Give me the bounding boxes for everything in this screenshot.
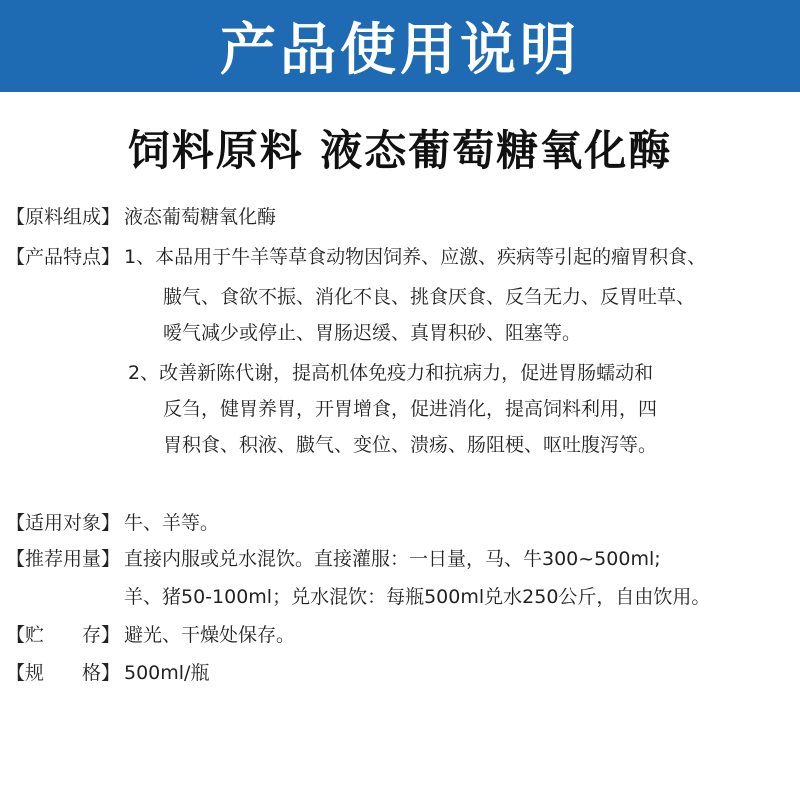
storage-label: 【贮 存】 (6, 624, 121, 646)
header-banner (0, 0, 800, 92)
features-label: 【产品特点】 (6, 246, 121, 268)
target-label: 【适用对象】 (6, 512, 121, 534)
spec-value: 500ml/瓶 (124, 662, 210, 684)
dosage-row (6, 546, 661, 572)
target-row (6, 510, 219, 536)
composition-row (6, 204, 276, 230)
storage-row (6, 622, 295, 648)
spec-label: 【规 格】 (6, 662, 121, 684)
features-item1-line2: 臌气、食欲不振、消化不良、挑食厌食、反刍无力、反胃吐草、 (163, 286, 696, 308)
dosage-label: 【推荐用量】 (6, 548, 121, 570)
features-item2-line3: 胃积食、积液、臌气、变位、溃疡、肠阻梗、呕吐腹泻等。 (163, 434, 658, 456)
composition-label: 【原料组成】 (6, 206, 121, 228)
features-item1-line3: 嗳气减少或停止、胃肠迟缓、真胃积砂、阻塞等。 (163, 322, 582, 344)
dosage-line1: 直接内服或兑水混饮。直接灌服：一日量，马、牛300~500ml; (124, 548, 661, 570)
composition-value: 液态葡萄糖氧化酶 (124, 206, 277, 228)
features-item2-line1: 2、改善新陈代谢，提高机体免疫力和抗病力，促进胃肠蠕动和 (128, 362, 654, 384)
banner-title: 产品使用说明 (220, 18, 580, 83)
features-row (6, 244, 706, 270)
spec-row (6, 660, 209, 686)
features-item2-line2: 反刍，健胃养胃，开胃增食，促进消化，提高饲料利用，四 (163, 398, 658, 420)
dosage-line2: 羊、猪50-100ml；兑水混饮：每瓶500ml兑水250公斤，自由饮用。 (124, 586, 711, 608)
features-item1-line1: 1、本品用于牛羊等草食动物因饲养、应激、疾病等引起的瘤胃积食、 (124, 246, 707, 268)
target-value: 牛、羊等。 (124, 512, 220, 534)
storage-value: 避光、干燥处保存。 (124, 624, 296, 646)
product-title: 饲料原料 液态葡萄糖氧化酶 (127, 126, 673, 175)
